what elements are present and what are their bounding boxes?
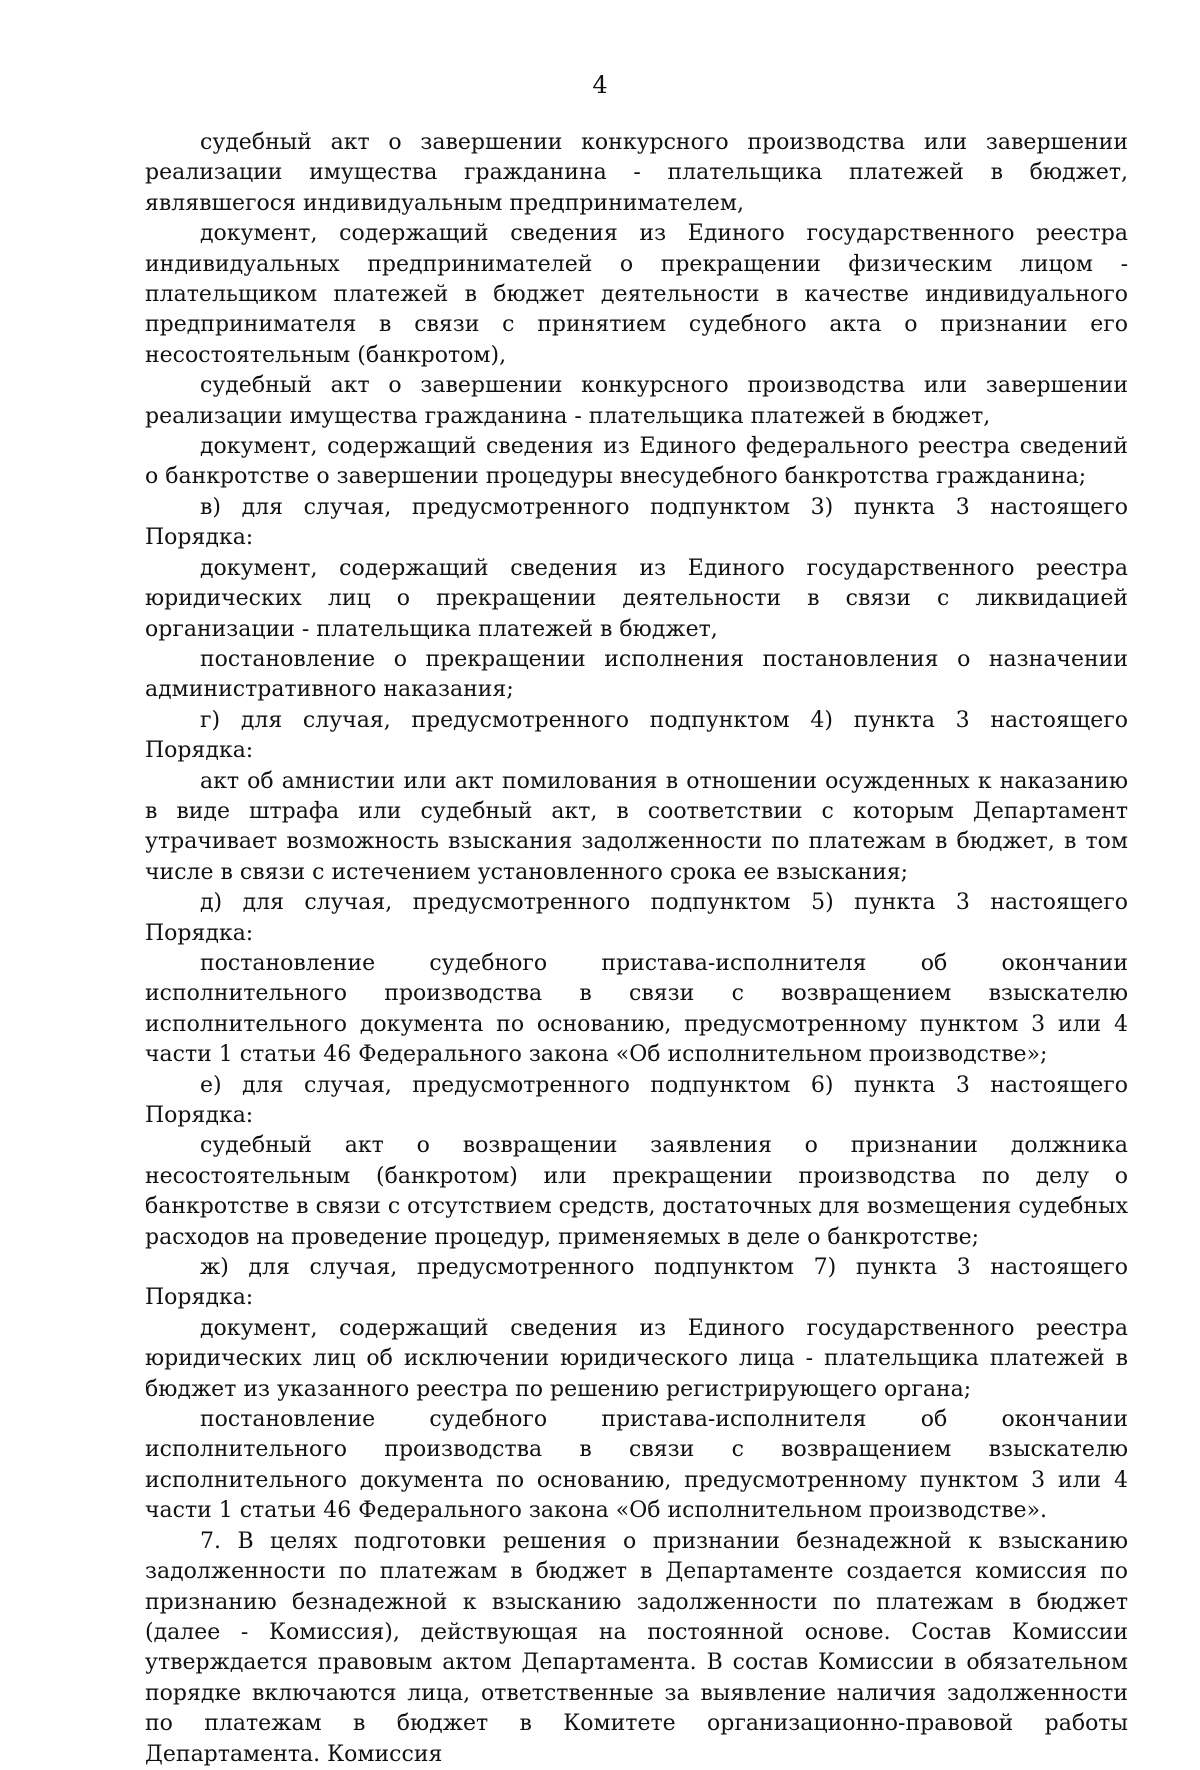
paragraph: документ, содержащий сведения из Единого государственного реестра индивидуальных предпринимателей о прекращении физическим лицом - плательщиком платежей в бюджет деятельности в качестве индивидуального предпринимателя в связи с принятием судебного акта о признании его несостоятельным (банкротом), bbox=[145, 221, 1128, 368]
paragraph: документ, содержащий сведения из Единого государственного реестра юридических лиц об исключении юридического лица - плательщика платежей в бюджет из указанного реестра по решению регистрирующего органа; bbox=[145, 1315, 1128, 1402]
paragraph: в) для случая, предусмотренного подпунктом 3) пункта 3 настоящего Порядка: bbox=[145, 494, 1128, 551]
paragraph: документ, содержащий сведения из Единого государственного реестра юридических лиц о прекращении деятельности в связи с ликвидацией организации - плательщика платежей в бюджет, bbox=[145, 555, 1128, 642]
paragraph: д) для случая, предусмотренного подпунктом 5) пункта 3 настоящего Порядка: bbox=[145, 890, 1128, 946]
paragraph: документ, содержащий сведения из Единого федерального реестра сведений о банкротстве о завершении процедуры внесудебного банкротства гражданина; bbox=[145, 434, 1128, 490]
paragraph: г) для случая, предусмотренного подпунктом 4) пункта 3 настоящего Порядка: bbox=[145, 707, 1128, 764]
paragraph: судебный акт о возвращении заявления о признании должника несостоятельным (банкротом) или прекращении производства по делу о банкротстве в связи с отсутствием средств, достаточных для возмещения судебных расходов на проведение процедур, применяемых в деле о банкротстве; bbox=[145, 1133, 1128, 1250]
paragraph: постановление судебного пристава-исполнителя об окончании исполнительного производства в связи с возвращением взыскателю исполнительного документа по основанию, предусмотренному пунктом 3 или 4 части 1 статьи 46 Федерального закона «Об исполнительном производстве»; bbox=[145, 950, 1128, 1068]
paragraph: судебный акт о завершении конкурсного производства или завершении реализации имущества гражданина - плательщика платежей в бюджет, bbox=[145, 373, 1128, 429]
paragraph: судебный акт о завершении конкурсного производства или завершении реализации имущества гражданина - плательщика платежей в бюджет, являвшегося индивидуальным предпринимателем, bbox=[145, 130, 1128, 216]
paragraph: постановление судебного пристава-исполнителя об окончании исполнительного производства в связи с возвращением взыскателю исполнительного документа по основанию, предусмотренному пунктом 3 или 4 части 1 статьи 46 Федерального закона «Об исполнительном производстве». bbox=[145, 1407, 1128, 1524]
paragraph: постановление о прекращении исполнения постановления о назначении административного наказания; bbox=[145, 646, 1128, 703]
paragraph: 7. В целях подготовки решения о признании безнадежной к взысканию задолженности по платежам в бюджет в Департаменте создается комиссия по признанию безнадежной к взысканию задолженности по платежам в бюджет (далее - Комиссия), действующая на постоянной основе. Состав Комиссии утверждается правовым актом Департамента. В состав Комиссии в обязательном порядке включаются лица, ответственные за выявление наличия задолженности по платежам в бюджет в Комитете организационно-правовой работы Департамента. Комиссия bbox=[145, 1528, 1128, 1767]
paragraph: е) для случая, предусмотренного подпунктом 6) пункта 3 настоящего Порядка: bbox=[145, 1072, 1128, 1128]
paragraph: акт об амнистии или акт помилования в отношении осужденных к наказанию в виде штрафа или судебный акт, в соответствии с которым Департамент утрачивает возможность взыскания задолженности по платежам в бюджет, в том числе в связи с истечением установленного срока ее взыскания; bbox=[145, 768, 1128, 885]
page-number: 4 bbox=[592, 71, 608, 99]
document-body bbox=[145, 128, 1128, 1770]
paragraph: ж) для случая, предусмотренного подпунктом 7) пункта 3 настоящего Порядка: bbox=[145, 1255, 1128, 1311]
